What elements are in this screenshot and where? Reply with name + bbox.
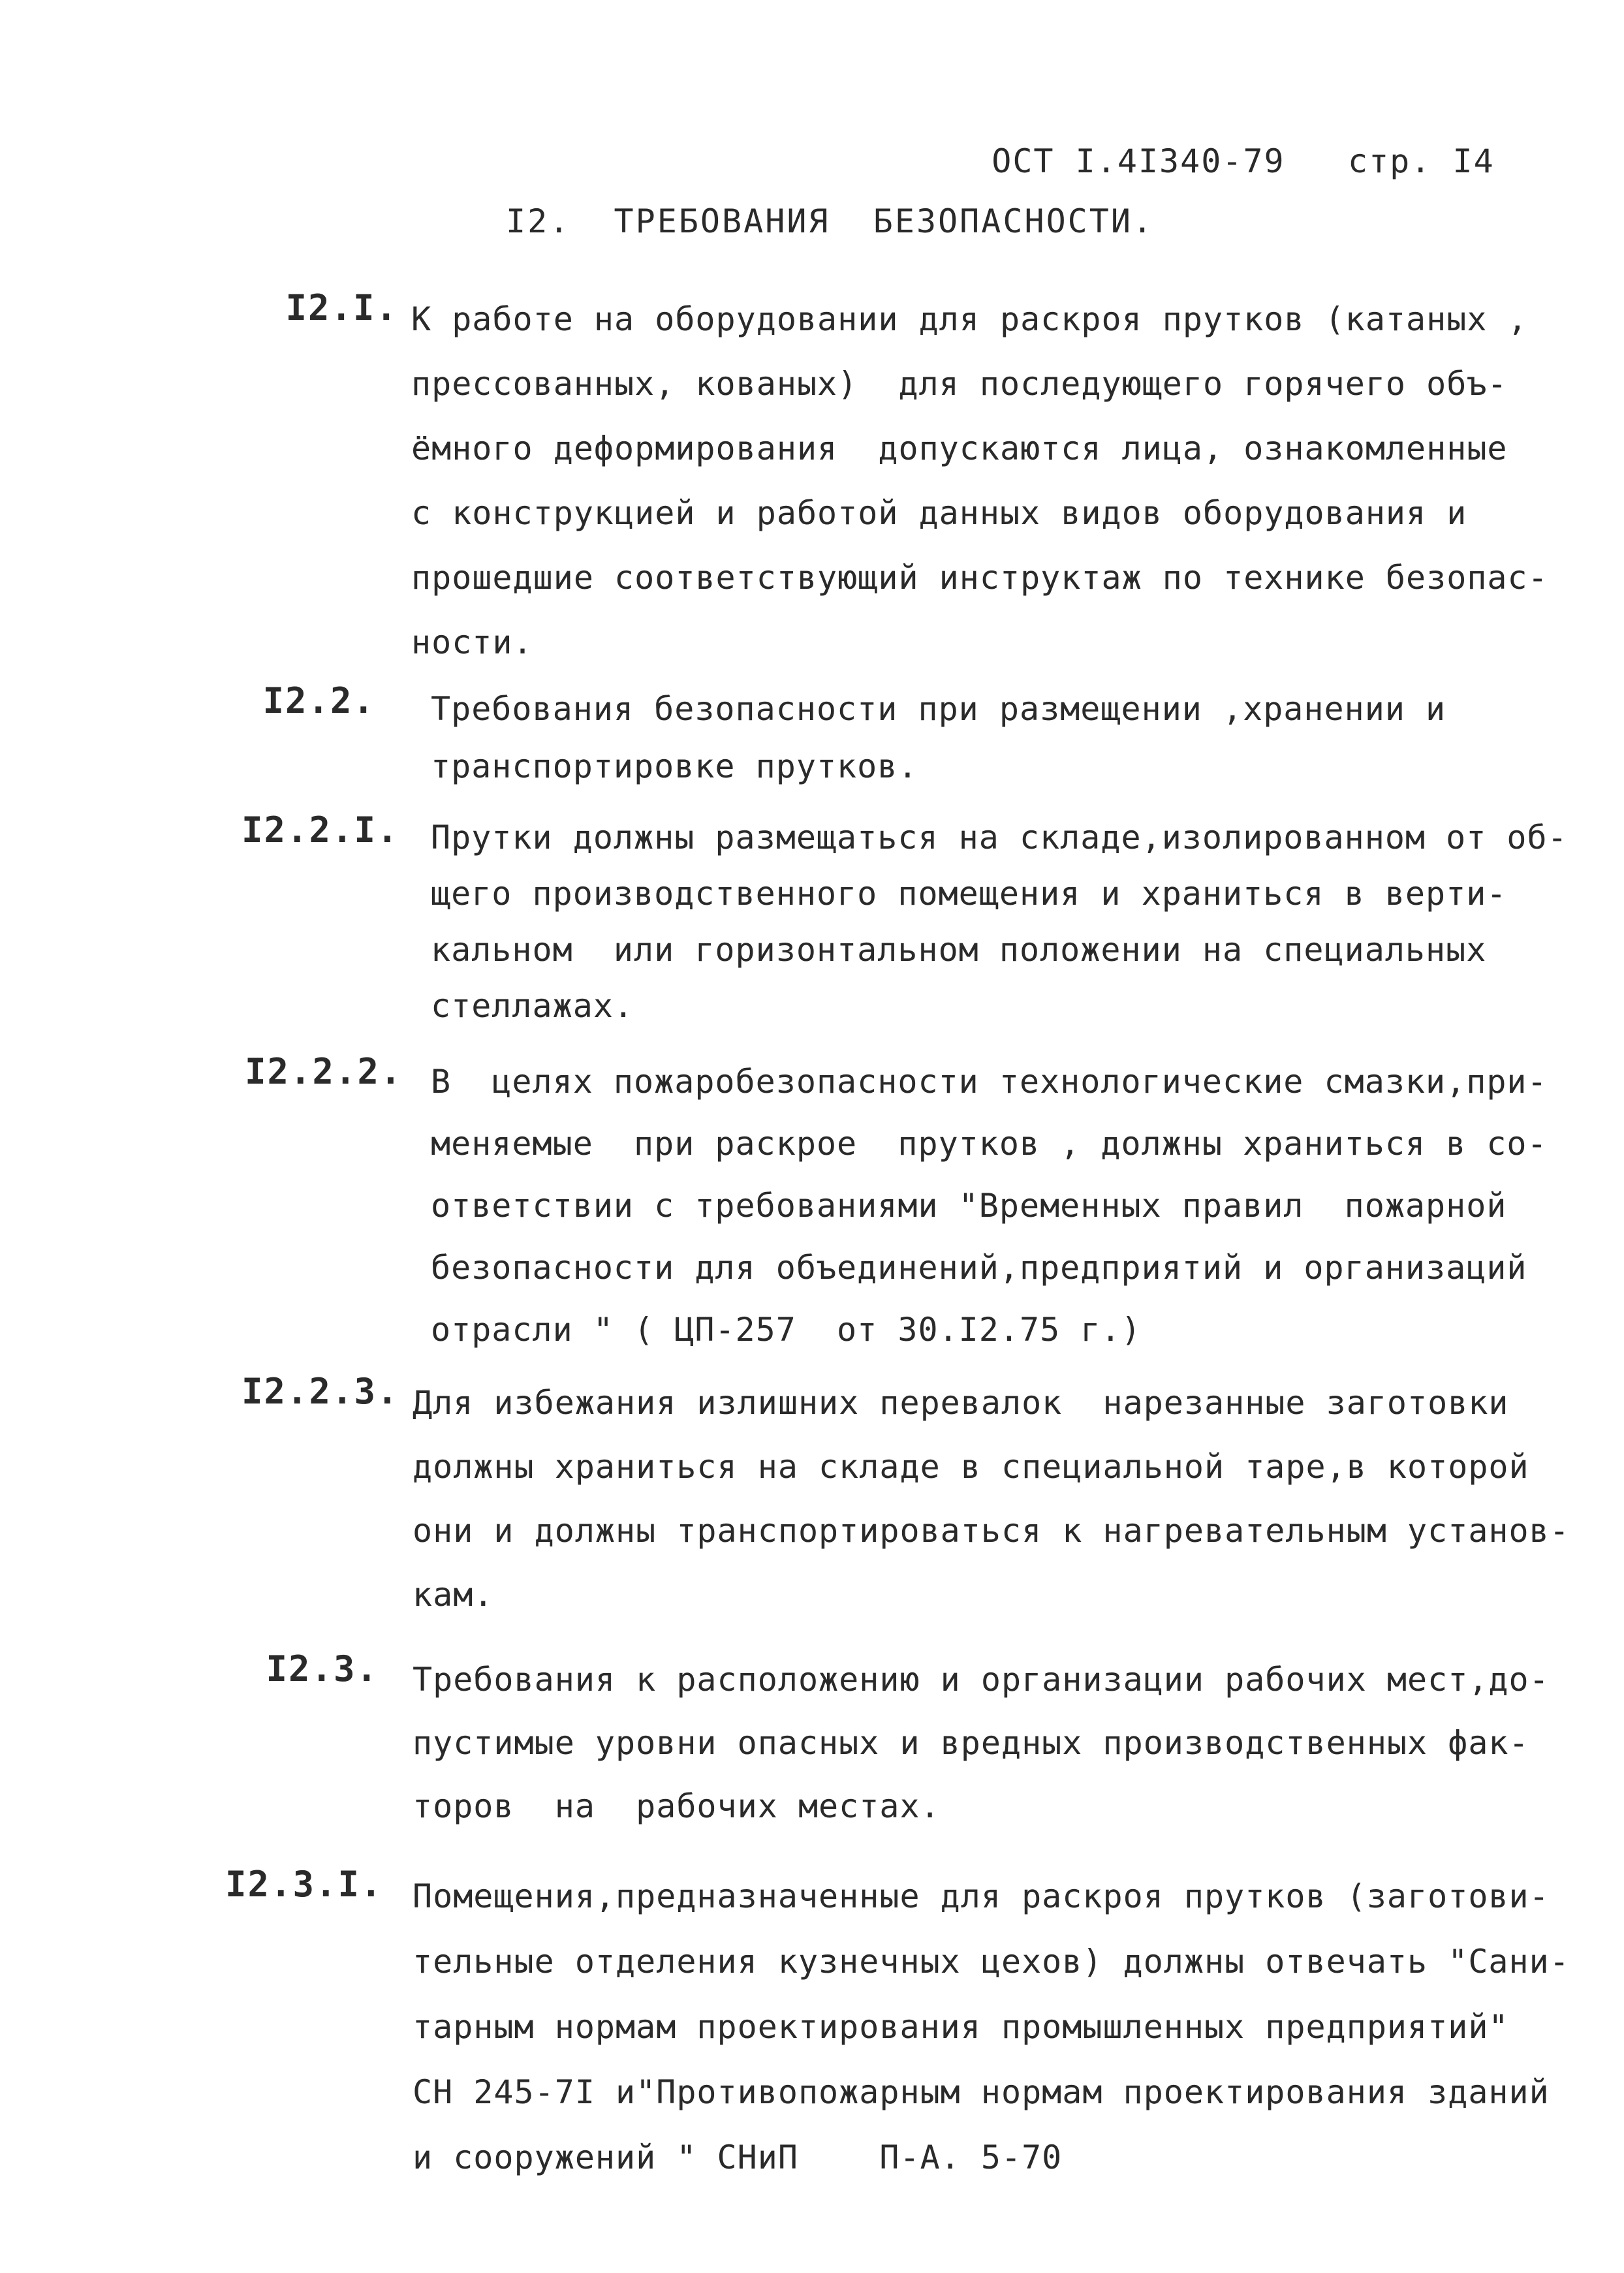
clause-line: с конструкцией и работой данных видов оборудования и bbox=[411, 494, 1467, 532]
clause-line: К работе на оборудовании для раскроя прутков (катаных , bbox=[411, 300, 1528, 338]
document-code: ОСТ I.4I340-79 bbox=[992, 142, 1285, 180]
clause-body bbox=[431, 1051, 1548, 1361]
clause-line: ности. bbox=[411, 623, 533, 661]
clause-line: Требования к расположению и организации рабочих мест,до- bbox=[413, 1661, 1550, 1699]
clause-line: В целях пожаробезопасности технологические смазки,при- bbox=[431, 1063, 1548, 1101]
clause-line: транспортировке прутков. bbox=[431, 747, 918, 785]
clause-body bbox=[431, 809, 1568, 1034]
clause-line: Для избежания излишних перевалок нарезанные заготовки bbox=[413, 1384, 1509, 1422]
clause-number: I2.2.2. bbox=[245, 1051, 403, 1092]
clause-line: пустимые уровни опасных и вредных производственных фак- bbox=[413, 1724, 1529, 1762]
clause-line: они и должны транспортироваться к нагревательным установ- bbox=[413, 1512, 1570, 1550]
clause-line: ёмного деформирования допускаются лица, ознакомленные bbox=[411, 430, 1508, 467]
clause-number: I2.I. bbox=[285, 287, 398, 328]
clause-body bbox=[413, 1648, 1550, 1838]
clause-number: I2.2.I. bbox=[242, 809, 399, 851]
clause-line: кам. bbox=[413, 1576, 494, 1614]
clause-line: щего производственного помещения и храниться в верти- bbox=[431, 875, 1507, 913]
clause-line: торов на рабочих местах. bbox=[413, 1787, 941, 1825]
clause-line: и сооружений " СНиП П-А. 5-70 bbox=[413, 2139, 1063, 2176]
clause-body bbox=[431, 680, 1446, 795]
clause-line: безопасности для объединений,предприятий и организаций bbox=[431, 1249, 1527, 1287]
section-title: I2. ТРЕБОВАНИЯ БЕЗОПАСНОСТИ. bbox=[506, 202, 1155, 240]
clause-line: Помещения,предназначенные для раскроя прутков (заготови- bbox=[413, 1877, 1550, 1915]
clause-number: I2.2. bbox=[262, 680, 375, 721]
clause-line: прессованных, кованых) для последующего горячего объ- bbox=[411, 365, 1508, 403]
clause-line: отрасли " ( ЦП-257 от 30.I2.75 г.) bbox=[431, 1311, 1142, 1349]
clause-line: прошедшие соответствующий инструктаж по технике безопас- bbox=[411, 559, 1548, 597]
clause-line: должны храниться на складе в специальной таре,в которой bbox=[413, 1448, 1529, 1486]
clause-number: I2.2.3. bbox=[242, 1371, 399, 1412]
clause-line: тельные отделения кузнечных цехов) должны отвечать "Сани- bbox=[413, 1943, 1570, 1981]
clause-line: Требования безопасности при размещении ,хранении и bbox=[431, 690, 1446, 728]
clause-number: I2.3.I. bbox=[225, 1864, 383, 1905]
clause-line: стеллажах. bbox=[431, 987, 634, 1025]
page-header bbox=[950, 104, 1495, 180]
page-number: стр. I4 bbox=[1347, 142, 1495, 180]
clause-body bbox=[413, 1371, 1570, 1627]
clause-body bbox=[411, 287, 1548, 675]
clause-line: кальном или горизонтальном положении на специальных bbox=[431, 931, 1487, 969]
clause-line: Прутки должны размещаться на складе,изолированном от об- bbox=[431, 819, 1568, 856]
clause-body bbox=[413, 1864, 1570, 2190]
clause-line: меняемые при раскрое прутков , должны храниться в со- bbox=[431, 1125, 1548, 1163]
clause-line: СН 245-7I и"Противопожарным нормам проектирования зданий bbox=[413, 2073, 1550, 2111]
clause-line: ответствии с требованиями "Временных правил пожарной bbox=[431, 1187, 1507, 1225]
clause-line: тарным нормам проектирования промышленных предприятий" bbox=[413, 2008, 1509, 2046]
clause-number: I2.3. bbox=[266, 1648, 379, 1689]
